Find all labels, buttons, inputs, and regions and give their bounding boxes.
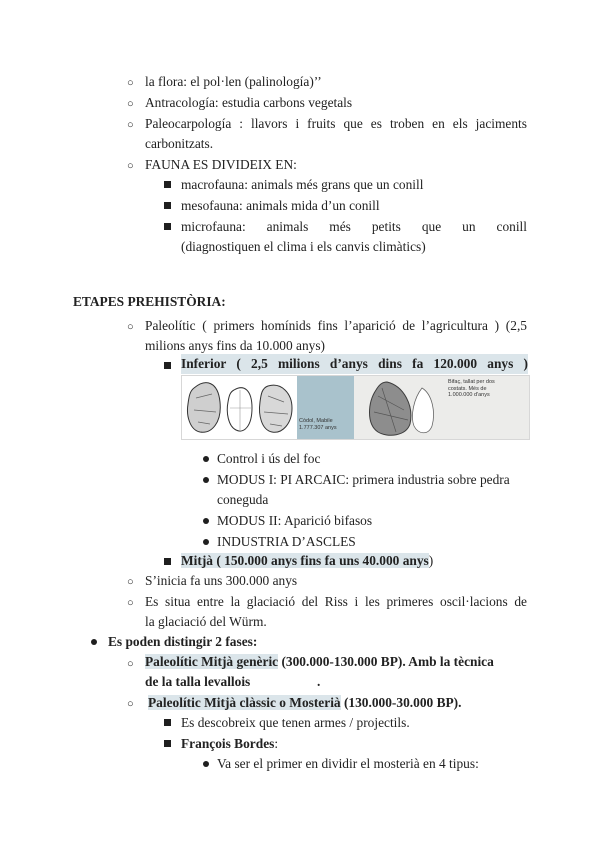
list-item: Paleolític ( primers homínids fins l’aparició de l’agricultura ) (2,5 bbox=[145, 318, 527, 333]
name-bordes: François Bordes bbox=[181, 736, 275, 751]
bullet-icon bbox=[203, 456, 209, 462]
list-item: INDUSTRIA D’ASCLES bbox=[217, 534, 356, 549]
circle-bullet-icon: ○ bbox=[127, 698, 134, 710]
highlighted-heading-inferior: Inferior ( 2,5 milions d’anys dins fa 120.000 anys ) bbox=[181, 354, 528, 374]
square-bullet-icon bbox=[164, 223, 171, 230]
phase-generic bbox=[145, 652, 527, 672]
list-item-continuation: la glaciació del Würm. bbox=[145, 614, 267, 629]
closing-paren: ) bbox=[428, 553, 434, 568]
square-bullet-icon bbox=[164, 181, 171, 188]
list-item: Antracología: estudia carbons vegetals bbox=[145, 95, 353, 110]
bullet-icon bbox=[203, 761, 209, 767]
list-item: Paleocarpología : llavors i fruits que es troben en els jaciments bbox=[145, 116, 527, 131]
list-item: MODUS I: PI ARCAIC: primera industria sobre pedra bbox=[217, 472, 510, 487]
list-item-continuation: carbonitzats. bbox=[145, 136, 214, 151]
highlight-classic: Paleolític Mitjà clàssic o Mosterià bbox=[148, 695, 341, 710]
highlighted-heading-mitja: Mitjà ( 150.000 anys fins fa uns 40.000 anys bbox=[181, 553, 429, 568]
circle-bullet-icon: ○ bbox=[127, 98, 134, 110]
phase-classic-text: (130.000-30.000 BP). bbox=[340, 695, 462, 710]
bullet-icon bbox=[203, 518, 209, 524]
square-bullet-icon bbox=[164, 740, 171, 747]
circle-bullet-icon: ○ bbox=[127, 77, 134, 89]
bullet-icon bbox=[203, 539, 209, 545]
trailing-period: . bbox=[317, 674, 321, 689]
heading-mitja bbox=[181, 551, 433, 571]
phases-heading: Es poden distingir 2 fases: bbox=[108, 634, 258, 649]
list-item: S’inicia fa uns 300.000 anys bbox=[145, 573, 298, 588]
list-item: Es situa entre la glaciació del Riss i les primeres oscil·lacions de bbox=[145, 594, 527, 609]
square-bullet-icon bbox=[164, 558, 171, 565]
circle-bullet-icon: ○ bbox=[127, 160, 134, 172]
list-item bbox=[181, 734, 278, 754]
square-bullet-icon bbox=[164, 202, 171, 209]
list-item: FAUNA ES DIVIDEIX EN: bbox=[145, 157, 297, 172]
image-caption-biface: Bifaç, tallat per dos costats. Més de 1.000.000 d'anys bbox=[448, 379, 495, 398]
list-item-continuation: (diagnostiquen el clima i els canvis climàtics) bbox=[181, 239, 426, 254]
highlight-generic: Paleolític Mitjà genèric bbox=[145, 654, 279, 669]
square-bullet-icon bbox=[164, 719, 171, 726]
list-item-continuation: coneguda bbox=[217, 492, 269, 507]
list-item: MODUS II: Aparició bifasos bbox=[217, 513, 373, 528]
phase-generic-continuation: de la talla levallois bbox=[145, 674, 251, 689]
list-item: macrofauna: animals més grans que un conill bbox=[181, 177, 424, 192]
list-item: Control i ús del foc bbox=[217, 451, 321, 466]
list-item: Es descobreix que tenen armes / projectils. bbox=[181, 715, 410, 730]
list-item: microfauna: animals més petits que un conill bbox=[181, 219, 527, 234]
phase-classic bbox=[148, 693, 462, 713]
circle-bullet-icon: ○ bbox=[127, 321, 134, 333]
lithic-tools-figure bbox=[181, 375, 530, 440]
colon: : bbox=[274, 736, 279, 751]
phase-generic-text: (300.000-130.000 BP). Amb la tècnica bbox=[278, 654, 494, 669]
square-bullet-icon bbox=[164, 362, 171, 369]
list-item: la flora: el pol·len (palinología)’’ bbox=[145, 74, 322, 89]
list-item: Va ser el primer en dividir el mosterià en 4 tipus: bbox=[217, 756, 479, 771]
list-item: mesofauna: animals mida d’un conill bbox=[181, 198, 380, 213]
image-caption-cobble: Còdol, Mabile 1.777.307 anys bbox=[299, 418, 337, 431]
circle-bullet-icon: ○ bbox=[127, 597, 134, 609]
bullet-icon bbox=[91, 639, 97, 645]
circle-bullet-icon: ○ bbox=[127, 119, 134, 131]
circle-bullet-icon: ○ bbox=[127, 658, 134, 670]
circle-bullet-icon: ○ bbox=[127, 576, 134, 588]
bullet-icon bbox=[203, 477, 209, 483]
section-heading: ETAPES PREHISTÒRIA: bbox=[73, 294, 226, 309]
list-item-continuation: milions anys fins da 10.000 anys) bbox=[145, 338, 326, 353]
